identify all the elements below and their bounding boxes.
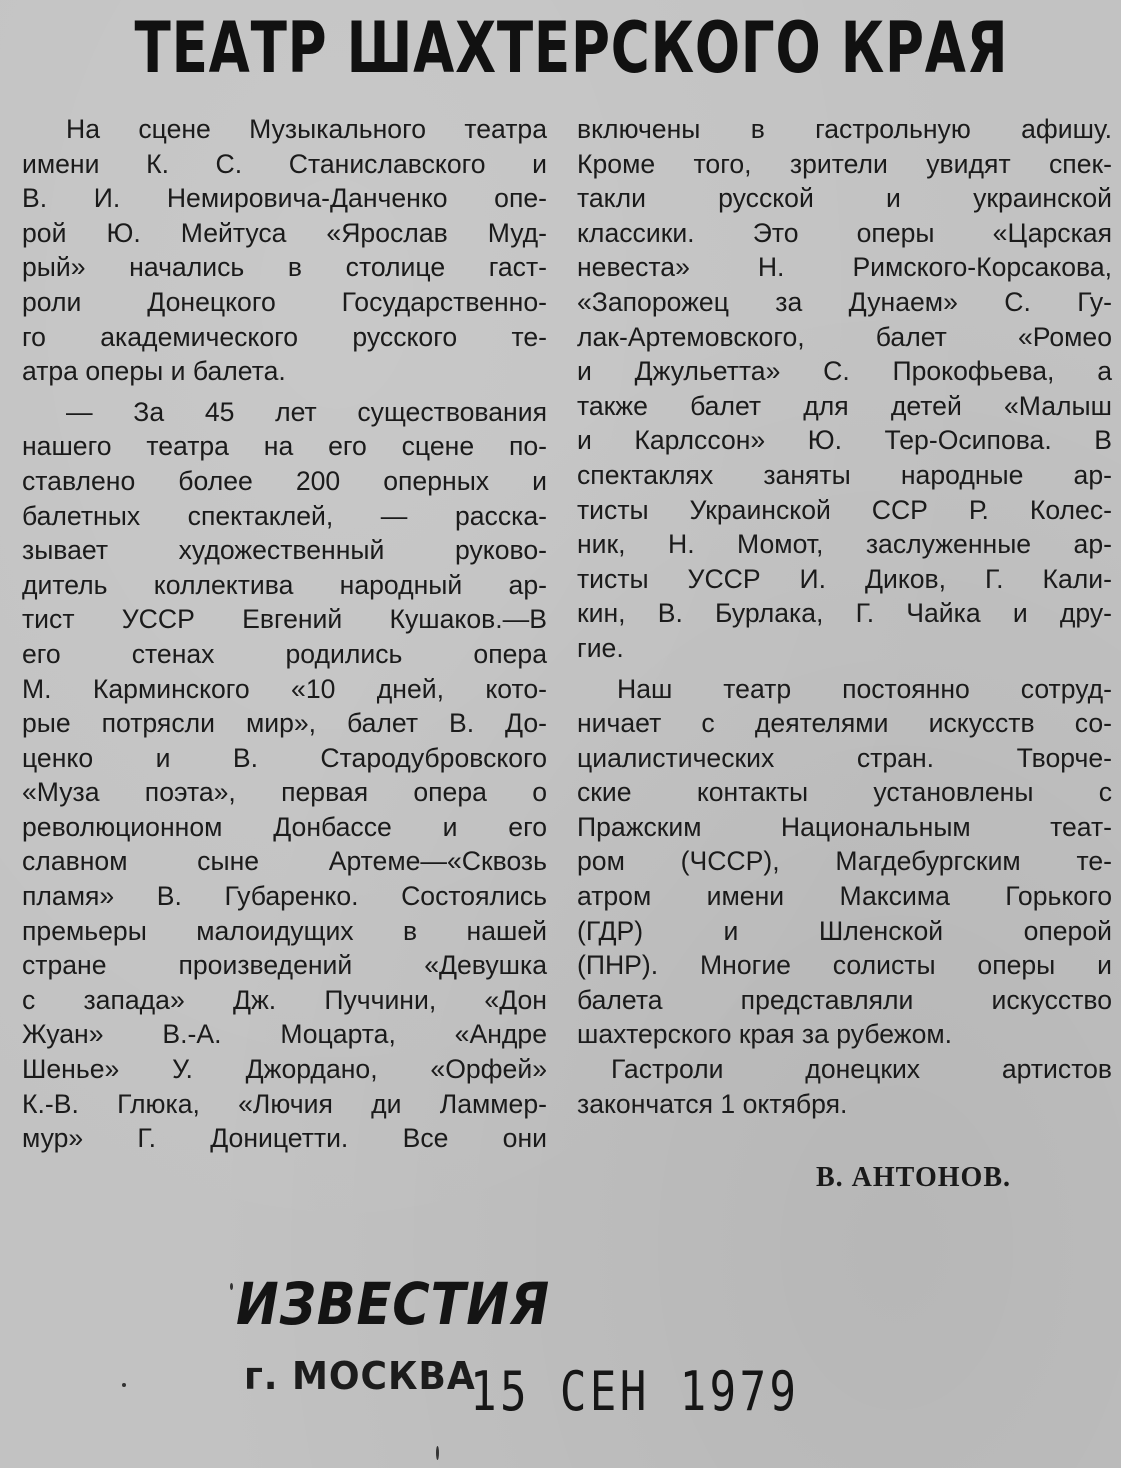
text-line: включены в гастрольную афишу. xyxy=(577,114,1112,144)
text-line: шахтерского края за рубежом. xyxy=(577,1019,953,1050)
stamp-date: 15 СЕН 1979 xyxy=(470,1360,800,1423)
text-line: Пражским Национальным теат- xyxy=(577,811,1112,842)
stamp-city: г. МОСКВА xyxy=(244,1354,476,1398)
text-line: В. И. Немировича-Данченко опе- xyxy=(22,183,547,214)
text-line: рой Ю. Мейтуса «Ярослав Муд- xyxy=(22,217,547,248)
text-line: ценко и В. Стародубровского xyxy=(22,742,547,773)
text-line: революционном Донбассе и его xyxy=(22,811,547,842)
text-line: премьеры малоидущих в нашей xyxy=(22,915,547,946)
text-line: тисты Украинской ССР Р. Колес- xyxy=(577,494,1112,525)
text-line: классики. Это оперы «Царская xyxy=(577,217,1112,248)
text-line: славном сыне Артеме—«Сквозь xyxy=(22,846,547,877)
text-line: циалистических стран. Творче- xyxy=(577,742,1112,773)
text-line: (ГДР) и Шленской оперой xyxy=(577,915,1112,946)
text-line: роли Донецкого Государственно- xyxy=(22,286,547,317)
text-line: ничает с деятелями искусств со- xyxy=(577,708,1112,739)
text-line: спектаклях заняты народные ар- xyxy=(577,459,1112,490)
text-line: М. Карминского «10 дней, кото- xyxy=(22,673,547,704)
text-line: К.-В. Глюка, «Лючия ди Ламмер- xyxy=(22,1088,547,1119)
ink-speck xyxy=(230,1283,233,1290)
text-line: дитель коллектива народный ар- xyxy=(22,569,547,600)
text-line: Кроме того, зрители увидят спек- xyxy=(577,148,1112,179)
text-line: ские контакты установлены с xyxy=(577,777,1112,808)
text-line: балетных спектаклей, — расска- xyxy=(22,500,547,531)
text-line: балета представляли искусство xyxy=(577,984,1112,1015)
text-line: пламя» В. Губаренко. Состоялись xyxy=(22,881,547,912)
text-line: Наш театр постоянно сотруд- xyxy=(617,673,1112,704)
text-line: и Карлссон» Ю. Тер-Осипова. В xyxy=(577,425,1112,456)
text-line: невеста» Н. Римского-Корсакова, xyxy=(577,252,1112,283)
text-line: Гастроли донецких артистов xyxy=(611,1054,1112,1085)
text-line: На сцене Музыкального театра xyxy=(66,114,547,144)
text-line: «Запорожец за Дунаем» С. Гу- xyxy=(577,286,1112,317)
text-line: также балет для детей «Малыш xyxy=(577,390,1112,421)
text-line: тист УССР Евгений Кушаков.—В xyxy=(22,604,547,635)
text-line: нашего театра на его сцене по- xyxy=(22,431,547,462)
text-line: с запада» Дж. Пуччини, «Дон xyxy=(22,984,547,1015)
text-line: имени К. С. Станиславского и xyxy=(22,148,547,179)
text-line: «Муза поэта», первая опера о xyxy=(22,777,547,808)
text-line: гие. xyxy=(577,632,624,663)
article-headline: ТЕАТР ШАХТЕРСКОГО КРАЯ xyxy=(134,7,1009,89)
text-line: лак-Артемовского, балет «Ромео xyxy=(577,321,1112,352)
text-line: его стенах родились опера xyxy=(22,638,547,669)
text-line: такли русской и украинской xyxy=(577,183,1112,214)
text-line: кин, В. Бурлака, Г. Чайка и дру- xyxy=(577,598,1112,629)
text-line: ставлено более 200 оперных и xyxy=(22,465,547,496)
text-line: Шенье» У. Джордано, «Орфей» xyxy=(22,1054,547,1085)
text-line: стране произведений «Девушка xyxy=(22,950,547,981)
text-line: мур» Г. Доницетти. Все они xyxy=(22,1123,547,1154)
ink-speck xyxy=(436,1446,439,1460)
text-line: Жуан» В.-А. Моцарта, «Андре xyxy=(22,1019,547,1050)
text-line: ром (ЧССР), Магдебургским те- xyxy=(577,846,1112,877)
text-line: и Джульетта» С. Прокофьева, а xyxy=(577,356,1112,387)
text-line: закончатся 1 октября. xyxy=(577,1088,848,1119)
article-column-right xyxy=(577,112,1112,1121)
text-line: атра оперы и балета. xyxy=(22,356,286,387)
ink-speck xyxy=(122,1383,126,1387)
article-column-left xyxy=(22,112,547,1156)
stamp-newspaper-name: ИЗВЕСТИЯ xyxy=(236,1270,551,1338)
text-line: — За 45 лет существования xyxy=(66,396,547,427)
text-line: (ПНР). Многие солисты оперы и xyxy=(577,950,1112,981)
author-signature: В. АНТОНОВ. xyxy=(816,1162,1011,1193)
text-line: зывает художественный руково- xyxy=(22,535,547,566)
text-line: ник, Н. Момот, заслуженные ар- xyxy=(577,529,1112,560)
text-line: го академического русского те- xyxy=(22,321,547,352)
text-line: атром имени Максима Горького xyxy=(577,881,1112,912)
text-line: рые потрясли мир», балет В. До- xyxy=(22,708,547,739)
text-line: тисты УССР И. Диков, Г. Кали- xyxy=(577,563,1112,594)
text-line: рый» начались в столице гаст- xyxy=(22,252,547,283)
